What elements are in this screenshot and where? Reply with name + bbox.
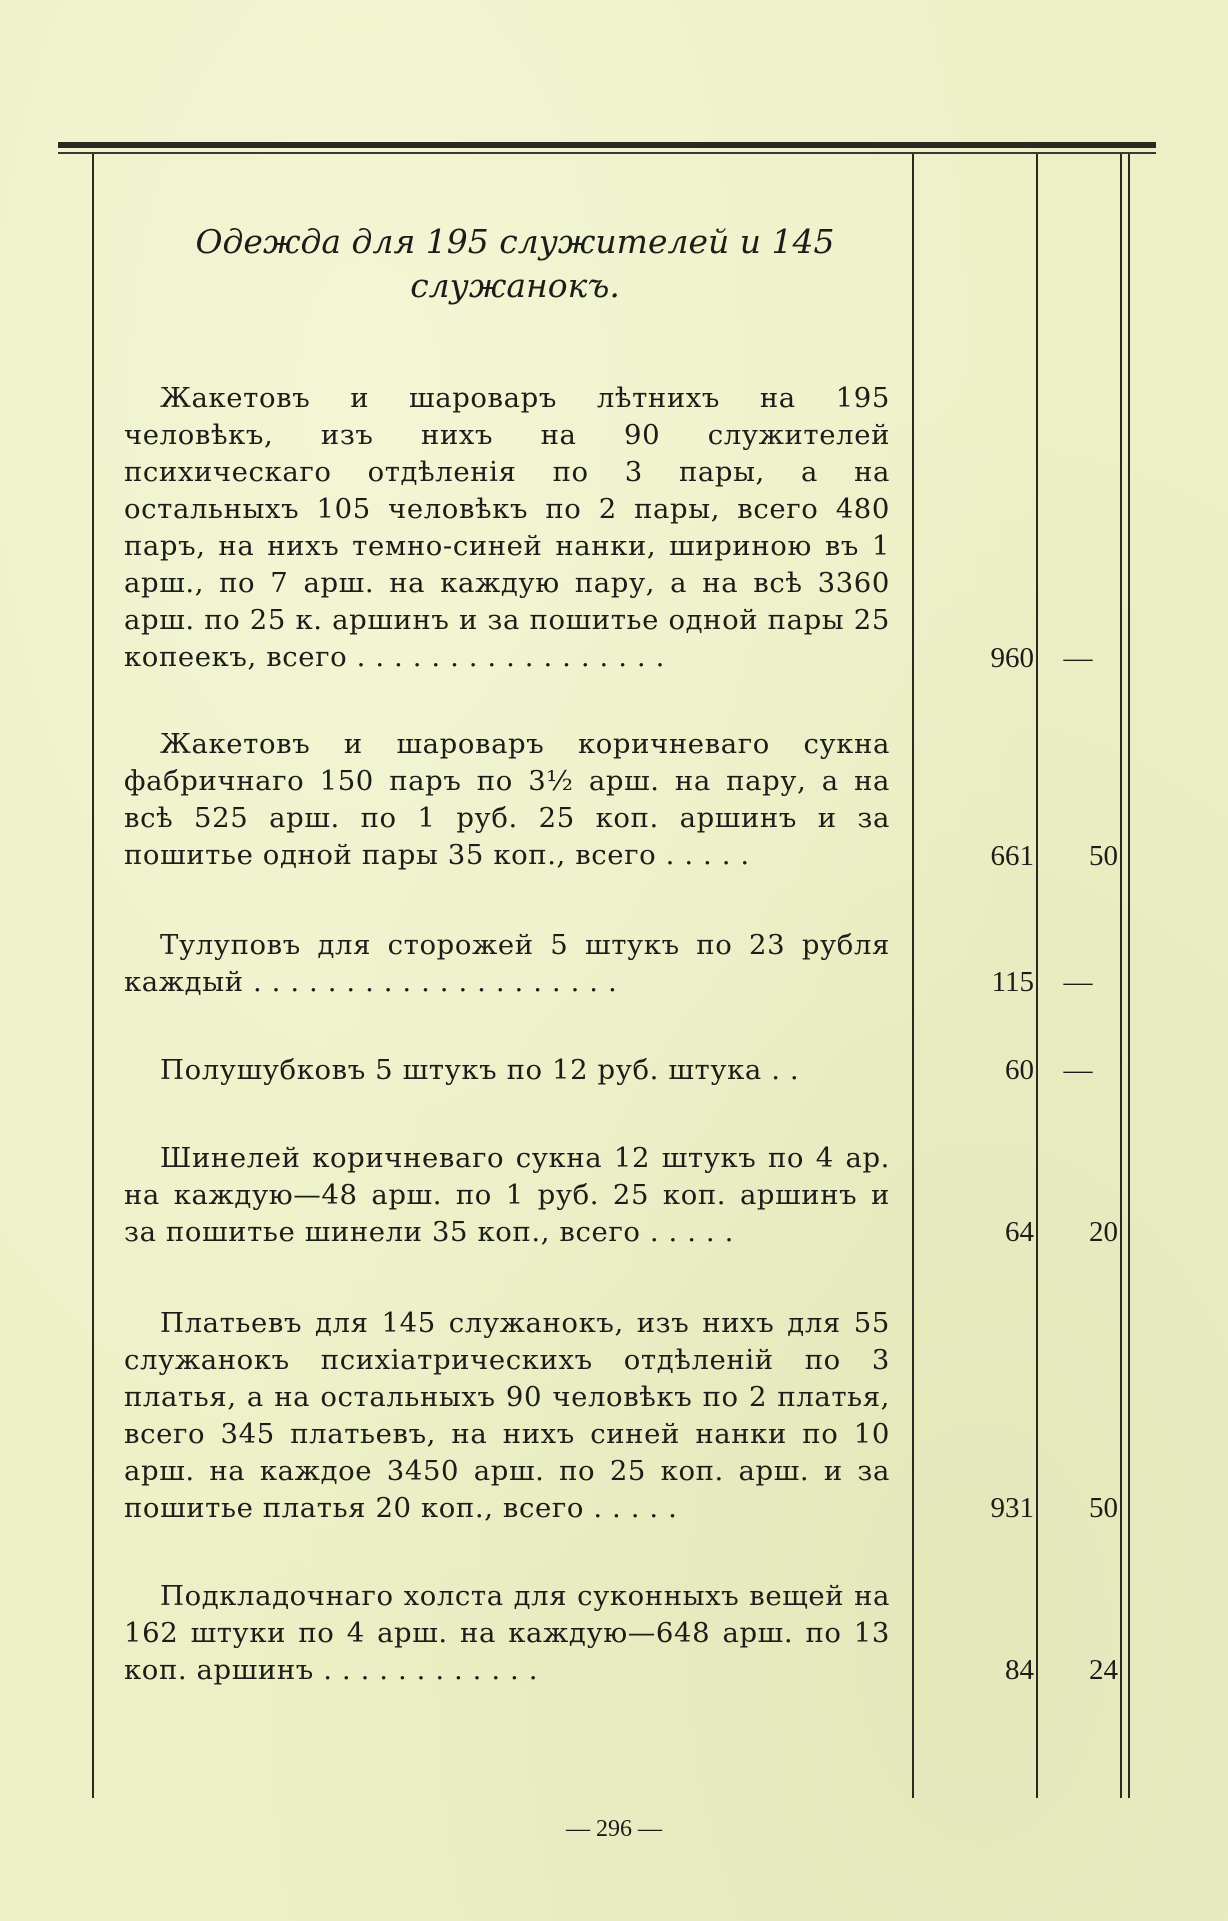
entry-3-kopecks: —	[1063, 966, 1093, 998]
right-border-line-outer	[1128, 154, 1130, 1798]
entry-4-rubles: 60	[1005, 1054, 1034, 1086]
entry-2-text: Жакетовъ и шароваръ коричневаго сукна фабричнаго 150 паръ по 3½ арш. на пару, а на всѣ 525 арш. по 1 руб. 25 коп. аршинъ и за пошитье одной пары 35 коп., всего . . . . .	[124, 728, 890, 871]
entry-1-rubles: 960	[990, 642, 1034, 674]
top-rule-thin	[58, 152, 1156, 154]
entry-2-rubles: 661	[990, 840, 1034, 872]
entry-6-text: Платьевъ для 145 служанокъ, изъ нихъ для 55 служанокъ психіатрическихъ отдѣленій по 3 платья, а на остальныхъ 90 человѣкъ по 2 платья, всего 345 платьевъ, на нихъ синей нанки по 10 арш. на каждое 3450 арш. по 25 коп. арш. и за пошитье платья 20 коп., всего . . . . .	[124, 1307, 890, 1524]
entry-3-rubles: 115	[991, 966, 1034, 998]
left-border-line	[92, 154, 94, 1798]
entry-7-kopecks: 24	[1089, 1654, 1118, 1686]
entry-4-kopecks: —	[1063, 1054, 1093, 1086]
entry-4-text: Полушубковъ 5 штукъ по 12 руб. штука . .	[160, 1054, 800, 1086]
section-heading: Одежда для 195 служителей и 145 служанокъ.	[195, 222, 835, 305]
entry-6-rubles: 931	[990, 1492, 1034, 1524]
entry-2-kopecks: 50	[1089, 840, 1118, 872]
entry-5-kopecks: 20	[1089, 1216, 1118, 1248]
entry-7-rubles: 84	[1005, 1654, 1034, 1686]
entry-1-text: Жакетовъ и шароваръ лѣтнихъ на 195 человѣкъ, изъ нихъ на 90 служителей психическаго отдѣленія по 3 пары, а на остальныхъ 105 человѣкъ по 2 пары, всего 480 паръ, на нихъ темно-синей нанки, шириною въ 1 арш., по 7 арш. на каждую пару, а на всѣ 3360 арш. по 25 к. аршинъ и за пошитье одной пары 25 копеекъ, всего . . . . . . . . . . . . . . . . .	[124, 382, 890, 673]
page-number: — 296 —	[566, 1816, 662, 1842]
entry-5-text: Шинелей коричневаго сукна 12 штукъ по 4 ар. на каждую—48 арш. по 1 руб. 25 коп. аршинъ и за пошитье шинели 35 коп., всего . . . . .	[124, 1142, 890, 1248]
entry-1-kopecks: —	[1063, 642, 1093, 674]
entry-7-text: Подкладочнаго холста для суконныхъ вещей на 162 штуки по 4 арш. на каждую—648 арш. по 13 коп. аршинъ . . . . . . . . . . . .	[124, 1580, 890, 1686]
entry-6-kopecks: 50	[1089, 1492, 1118, 1524]
entry-5-rubles: 64	[1005, 1216, 1034, 1248]
entry-3-text: Тулуповъ для сторожей 5 штукъ по 23 рубля каждый . . . . . . . . . . . . . . . . . . . .	[124, 929, 890, 998]
top-rule	[58, 142, 1156, 148]
right-border-line	[1120, 154, 1122, 1798]
